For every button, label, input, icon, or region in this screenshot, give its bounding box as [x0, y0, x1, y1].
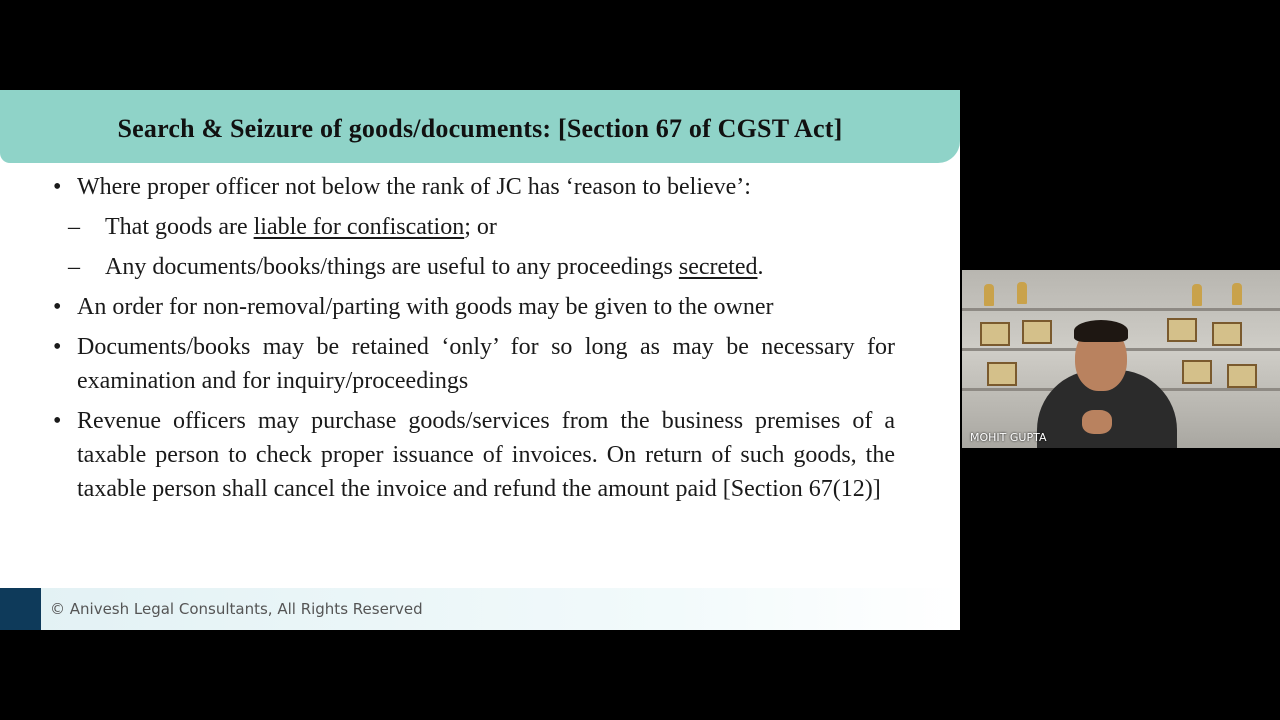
- participant-name-label: MOHIT GUPTA: [970, 431, 1047, 444]
- sub-bullet-text-pre: That goods are: [105, 214, 254, 240]
- plaque: [987, 362, 1017, 386]
- sub-bullet-text-post: .: [757, 254, 764, 280]
- slide-title-bar: [0, 90, 960, 163]
- plaque: [980, 322, 1010, 346]
- footer-accent-block: [0, 588, 41, 630]
- sub-bullet-text-post: ; or: [464, 214, 497, 240]
- dash-marker: –: [68, 214, 80, 240]
- plaque: [1182, 360, 1212, 384]
- underlined-text: liable for confiscation: [253, 214, 465, 240]
- bullet-text: An order for non-removal/parting with goods may be given to the owner: [77, 294, 774, 320]
- trophy: [1017, 282, 1027, 304]
- plaque: [1227, 364, 1257, 388]
- sub-bullet-text-pre: Any documents/books/things are useful to any proceedings: [105, 254, 679, 280]
- bullet-marker: •: [53, 294, 62, 320]
- plaque: [1022, 320, 1052, 344]
- sub-bullet-item: [50, 210, 895, 244]
- bullet-item: [50, 330, 895, 398]
- footer-copyright: © Anivesh Legal Consultants, All Rights Reserved: [50, 600, 423, 618]
- trophy: [1192, 284, 1202, 306]
- bullet-text: Documents/books may be retained ‘only’ for so long as may be necessary for examination and for inquiry/proceedings: [77, 334, 895, 394]
- bullet-text: Where proper officer not below the rank of JC has ‘reason to believe’:: [77, 174, 751, 200]
- participant-video-tile[interactable]: [962, 270, 1280, 448]
- trophy: [984, 284, 994, 306]
- sub-bullet-item: [50, 250, 895, 284]
- plaque: [1212, 322, 1242, 346]
- underlined-text: secreted: [678, 254, 758, 280]
- bullet-item: [50, 290, 895, 324]
- shelf: [962, 308, 1280, 311]
- plaque: [1167, 318, 1197, 342]
- slide-footer: [0, 588, 960, 630]
- bullet-marker: •: [53, 334, 62, 360]
- slide-content: [50, 170, 895, 512]
- bullet-marker: •: [53, 174, 62, 200]
- slide-title: Search & Seizure of goods/documents: [Section 67 of CGST Act]: [117, 114, 843, 143]
- presentation-slide: [0, 90, 960, 630]
- bullet-item: [50, 170, 895, 204]
- person-hand: [1082, 410, 1112, 434]
- bullet-text: Revenue officers may purchase goods/services from the business premises of a taxable person to check proper issuance of invoices. On return of such goods, the taxable person shall cancel the invoice and refund the amount paid [Section 67(12)]: [77, 408, 895, 502]
- trophy: [1232, 283, 1242, 305]
- dash-marker: –: [68, 254, 80, 280]
- person-hair: [1074, 320, 1128, 342]
- bullet-marker: •: [53, 408, 62, 434]
- bullet-item: [50, 404, 895, 506]
